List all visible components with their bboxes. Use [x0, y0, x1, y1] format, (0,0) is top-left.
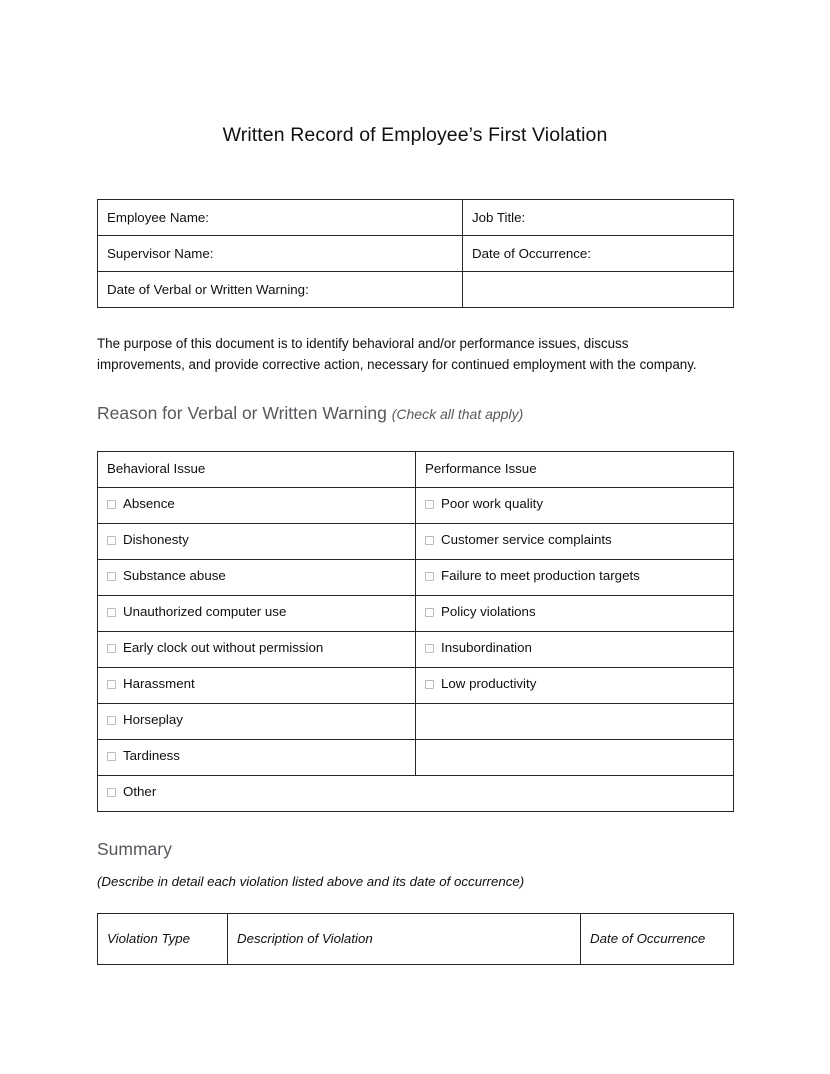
checkbox-label: Customer service complaints [441, 532, 612, 548]
empty-cell [463, 272, 734, 308]
checkbox-label: Absence [123, 496, 175, 512]
checkbox-label: Harassment [123, 676, 195, 692]
checkbox-label: Other [123, 784, 157, 800]
checkbox-label: Failure to meet production targets [441, 568, 640, 584]
checkbox-icon[interactable] [107, 536, 116, 545]
checkbox-label: Dishonesty [123, 532, 189, 548]
checkbox-row-behavioral[interactable] [98, 631, 416, 667]
checkbox-row-behavioral[interactable] [98, 667, 416, 703]
supervisor-name-label: Supervisor Name: [98, 236, 463, 272]
table-row [98, 236, 734, 272]
table-row [98, 487, 734, 523]
checkbox-icon[interactable] [425, 500, 434, 509]
checkbox-row-behavioral[interactable] [98, 703, 416, 739]
checkbox-row-behavioral[interactable] [98, 559, 416, 595]
checkbox-icon[interactable] [107, 716, 116, 725]
reason-checklist-table [97, 451, 734, 812]
checkbox-row-performance[interactable] [416, 595, 734, 631]
table-row [98, 200, 734, 236]
checkbox-icon[interactable] [425, 572, 434, 581]
behavioral-issue-header: Behavioral Issue [98, 451, 416, 487]
date-of-warning-label: Date of Verbal or Written Warning: [98, 272, 463, 308]
checkbox-row-performance[interactable] [416, 631, 734, 667]
checkbox-icon[interactable] [425, 536, 434, 545]
checkbox-label: Low productivity [441, 676, 537, 692]
checkbox-icon[interactable] [107, 644, 116, 653]
purpose-paragraph: The purpose of this document is to identify behavioral and/or performance issues, discuss improvements, and provide corrective action, necessary for continued employment with the company. [97, 336, 697, 373]
checkbox-icon[interactable] [425, 608, 434, 617]
table-header-row [98, 451, 734, 487]
empty-cell [416, 739, 734, 775]
employee-info-table [97, 199, 734, 308]
checkbox-icon[interactable] [107, 788, 116, 797]
employee-name-label: Employee Name: [98, 200, 463, 236]
date-of-occurrence-header: Date of Occurrence [581, 914, 734, 965]
checkbox-label: Insubordination [441, 640, 532, 656]
checkbox-icon[interactable] [425, 680, 434, 689]
description-of-violation-header: Description of Violation [228, 914, 581, 965]
table-row [98, 775, 734, 811]
checkbox-row-performance[interactable] [416, 523, 734, 559]
checkbox-row-performance[interactable] [416, 487, 734, 523]
checkbox-label: Early clock out without permission [123, 640, 324, 656]
checkbox-row-behavioral[interactable] [98, 523, 416, 559]
empty-cell [416, 703, 734, 739]
table-row [98, 523, 734, 559]
table-row [98, 667, 734, 703]
checkbox-label: Substance abuse [123, 568, 226, 584]
checkbox-row-behavioral[interactable] [98, 487, 416, 523]
performance-issue-header: Performance Issue [416, 451, 734, 487]
checkbox-icon[interactable] [107, 500, 116, 509]
checkbox-row-behavioral[interactable] [98, 739, 416, 775]
checkbox-label: Tardiness [123, 748, 180, 764]
document-content [97, 0, 733, 965]
table-row [98, 631, 734, 667]
checkbox-icon[interactable] [425, 644, 434, 653]
summary-section-heading: Summary [97, 838, 172, 859]
page-title: Written Record of Employee’s First Violation [222, 124, 608, 146]
checkbox-label: Policy violations [441, 604, 536, 620]
checkbox-icon[interactable] [107, 752, 116, 761]
table-header-row [98, 914, 734, 965]
reason-section-heading [97, 376, 733, 425]
checkbox-label: Horseplay [123, 712, 183, 728]
date-of-occurrence-label: Date of Occurrence: [463, 236, 734, 272]
checkbox-row-other[interactable] [98, 775, 734, 811]
checkbox-row-behavioral[interactable] [98, 595, 416, 631]
table-row [98, 595, 734, 631]
checkbox-row-performance[interactable] [416, 559, 734, 595]
checkbox-icon[interactable] [107, 572, 116, 581]
reason-heading-text: Reason for Verbal or Written Warning [97, 402, 387, 423]
checkbox-icon[interactable] [107, 680, 116, 689]
reason-heading-hint: (Check all that apply) [391, 405, 524, 422]
violation-type-header: Violation Type [98, 914, 228, 965]
summary-instruction-note: (Describe in detail each violation listed above and its date of occurrence) [97, 873, 525, 889]
checkbox-icon[interactable] [107, 608, 116, 617]
checkbox-row-performance[interactable] [416, 667, 734, 703]
table-row [98, 739, 734, 775]
checkbox-label: Unauthorized computer use [123, 604, 287, 620]
table-row [98, 703, 734, 739]
summary-table [97, 913, 734, 965]
table-row [98, 559, 734, 595]
checkbox-label: Poor work quality [441, 496, 543, 512]
table-row [98, 272, 734, 308]
job-title-label: Job Title: [463, 200, 734, 236]
